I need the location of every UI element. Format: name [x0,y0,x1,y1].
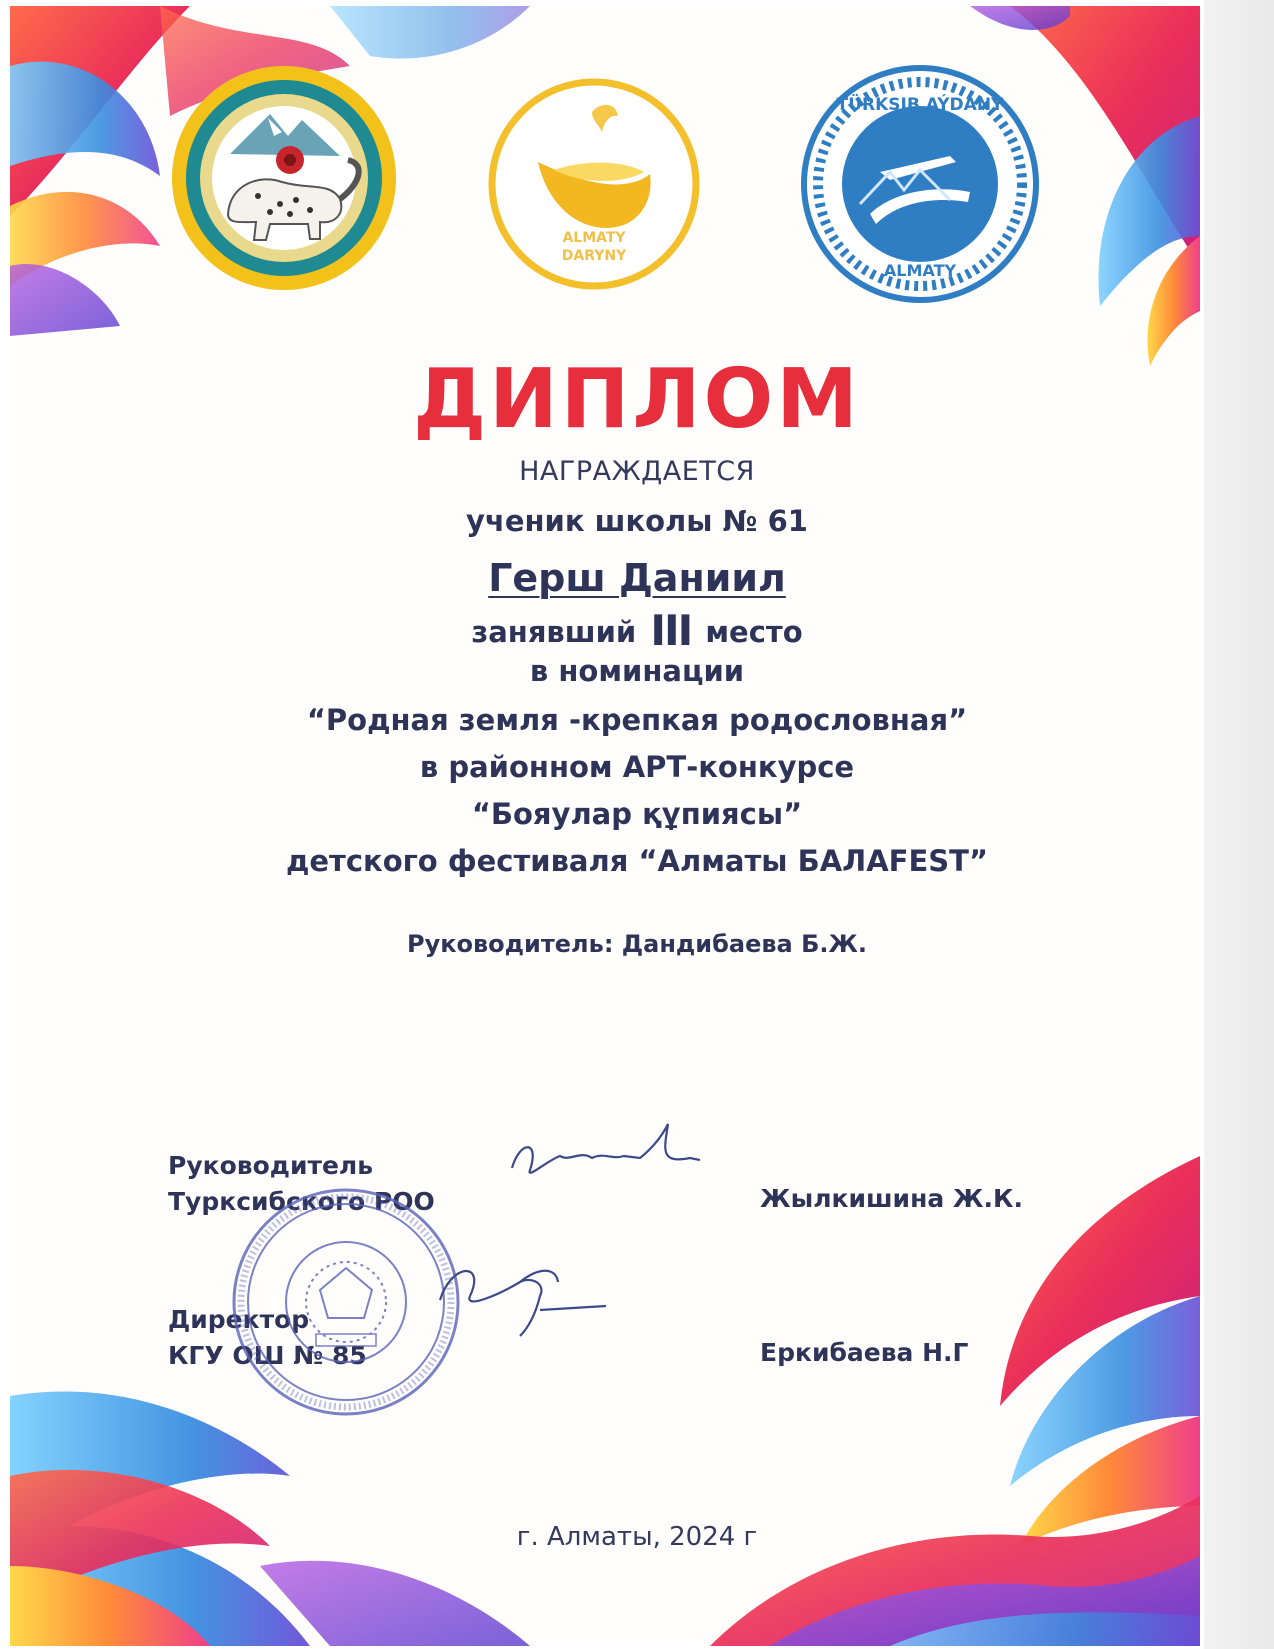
place-value: III [650,606,692,655]
student-name: Герш Даниил [488,556,786,600]
place-line [0,606,1274,655]
contest-name: “Бояулар құпиясы” [471,797,803,831]
turksib-bottom-text: ALMATY [883,261,957,280]
roo-title-line-2: Турксибского РОО [168,1187,435,1216]
footer-place-date: г. Алматы, 2024 г [516,1522,758,1552]
turksib-aydany-logo [800,64,1040,304]
place-suffix: место [705,615,803,649]
almaty-emblem-logo [170,64,398,292]
roo-title-line-1: Руководитель [168,1151,374,1180]
director-title-line-1: Директор [168,1305,310,1334]
director-title-line-2: КГУ ОШ № 85 [168,1341,367,1370]
director-signatory-title [168,1302,367,1374]
leader-line: Руководитель: Дандибаева Б.Ж. [406,930,867,958]
diploma-title: ДИПЛОМ [413,352,861,447]
daryny-line-2: DARYNY [561,248,627,264]
roo-signatory-name: Жылкишина Ж.К. [760,1184,1023,1213]
festival-line: детского фестиваля “Алматы БАЛАFEST” [285,844,989,878]
nomination-title: “Родная земля -крепкая родословная” [306,703,968,737]
director-signatory-name: Еркибаева Н.Г [760,1338,969,1367]
turksib-top-text: TÜRKSIB AÝDANY [836,95,1004,115]
contest-line: в районном АРТ-конкурсе [419,750,855,784]
nomination-intro: в номинации [529,654,745,688]
almaty-daryny-logo [488,78,700,290]
awarded-label: НАГРАЖДАЕТСЯ [519,456,755,487]
daryny-line-1: ALMATY [562,230,626,246]
place-prefix: занявший [471,615,637,649]
student-line: ученик школы № 61 [466,504,808,538]
roo-signatory-title [168,1148,435,1220]
